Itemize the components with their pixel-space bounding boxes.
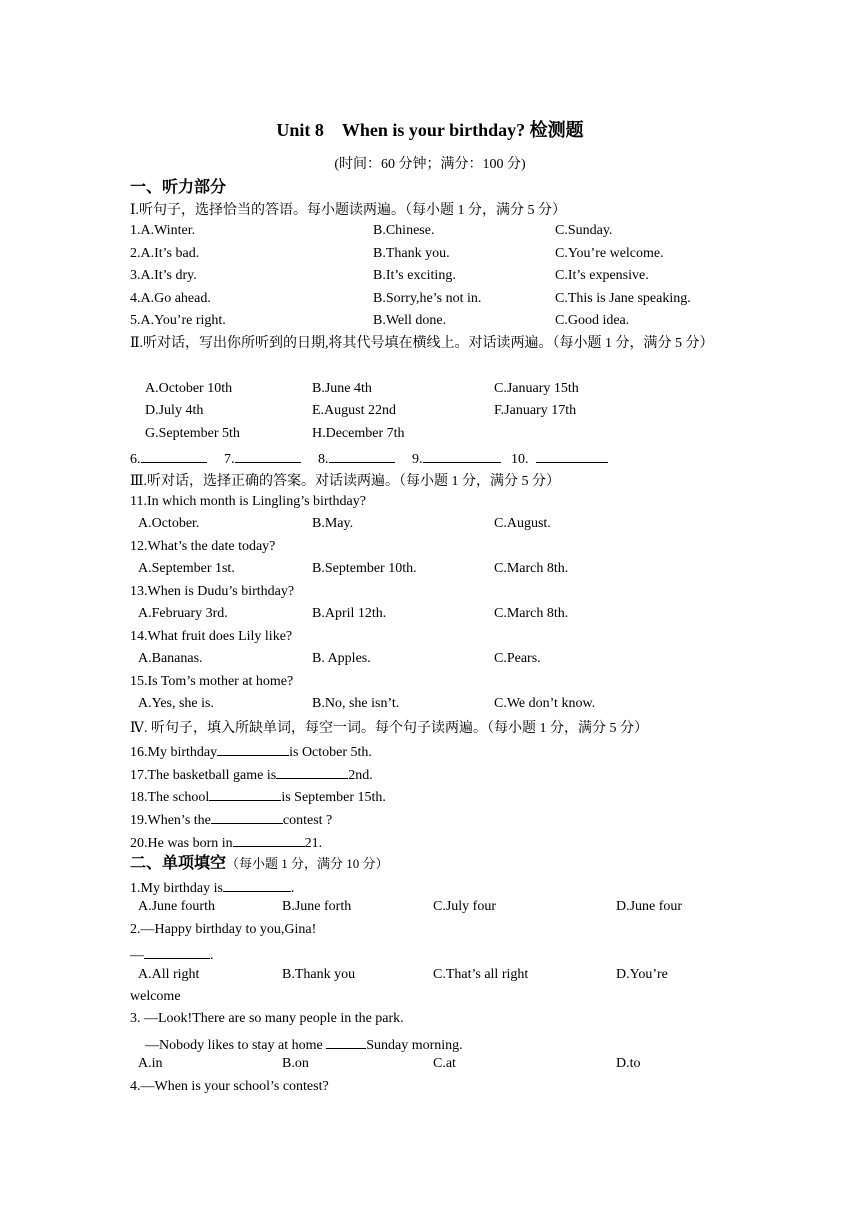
sentence-start: 16.My birthday: [130, 745, 218, 760]
option: B.Thank you: [282, 967, 356, 982]
blank-label: 7.: [224, 452, 235, 467]
blank-label: 10.: [511, 452, 529, 467]
option: D.to: [616, 1056, 641, 1071]
question: 3. —Look!There are so many people in the park.: [130, 1011, 404, 1026]
fill-sentence: [130, 809, 332, 829]
reply-start: —Nobody likes to stay at home: [145, 1038, 327, 1053]
instruction-sec3: Ⅲ.听对话，选择正确的答案。对话读两遍。（每小题 1 分，满分 5 分）: [130, 474, 560, 489]
reply-line: [145, 1034, 463, 1054]
answer-blank[interactable]: [209, 786, 281, 801]
answer-blank[interactable]: [326, 1034, 366, 1049]
date-option: E.August 22nd: [312, 403, 396, 418]
answer-blank[interactable]: [141, 448, 207, 463]
answer-blank[interactable]: [423, 448, 501, 463]
option: B.May.: [312, 516, 354, 531]
option: A.June fourth: [138, 899, 215, 914]
fill-sentence: [130, 832, 322, 852]
question-stem-end: .: [290, 881, 295, 896]
sentence-start: 19.When’s the: [130, 813, 211, 828]
fill-sentence: [130, 741, 372, 761]
answer-blank[interactable]: [536, 448, 608, 463]
instruction-sec4: Ⅳ. 听句子，填入所缺单词，每空一词。每个句子读两遍。（每小题 1 分，满分 5 分）: [130, 721, 648, 736]
option: 3.A.It’s dry.: [130, 268, 197, 283]
heading-note: （每小题 1 分，满分 10 分）: [226, 856, 389, 871]
sentence-start: 18.The school: [130, 790, 210, 805]
sentence-end: 2nd.: [348, 768, 373, 783]
option: C.Good idea.: [555, 313, 630, 328]
date-option: C.January 15th: [494, 381, 579, 396]
option: B.September 10th.: [312, 561, 417, 576]
sentence-end: 21.: [304, 836, 323, 851]
answer-blank[interactable]: [235, 448, 301, 463]
answer-blank[interactable]: [329, 448, 395, 463]
option: 1.A.Winter.: [130, 223, 196, 238]
option: B.on: [282, 1056, 309, 1071]
answer-blanks-row: [130, 448, 608, 468]
sentence-end: is September 15th.: [281, 790, 386, 805]
question: 15.Is Tom’s mother at home?: [130, 674, 294, 689]
section-heading-listening: 一、听力部分: [130, 177, 227, 196]
fill-sentence: [130, 764, 373, 784]
option: C.March 8th.: [494, 606, 569, 621]
option: A.in: [138, 1056, 163, 1071]
option: A.All right: [138, 967, 200, 982]
option: D.You’re: [616, 967, 668, 982]
option: A.October.: [138, 516, 200, 531]
date-option: F.January 17th: [494, 403, 577, 418]
exam-info: (时间：60 分钟；满分：100 分): [334, 157, 526, 172]
option: A.February 3rd.: [138, 606, 228, 621]
option: C.Sunday.: [555, 223, 613, 238]
option: B.No, she isn’t.: [312, 696, 400, 711]
option: B.Thank you.: [373, 246, 450, 261]
sentence-start: 17.The basketball game is: [130, 768, 277, 783]
option: C.at: [433, 1056, 456, 1071]
sentence-end: contest ?: [282, 813, 333, 828]
date-option: A.October 10th: [145, 381, 233, 396]
answer-blank[interactable]: [144, 944, 210, 959]
option: A.September 1st.: [138, 561, 235, 576]
option: C.It’s expensive.: [555, 268, 649, 283]
instruction-sec1: Ⅰ.听句子，选择恰当的答语。每小题读两遍。（每小题 1 分，满分 5 分）: [130, 203, 567, 218]
reply-dash: —: [130, 948, 144, 963]
option: A.Bananas.: [138, 651, 203, 666]
blank-label: 9.: [412, 452, 423, 467]
answer-blank[interactable]: [211, 809, 283, 824]
instruction-sec2: Ⅱ.听对话，写出你所听到的日期,将其代号填在横线上。对话读两遍。（每小题 1 分，满分 5 分）: [130, 336, 714, 351]
question: 2.—Happy birthday to you,Gina!: [130, 922, 317, 937]
reply-end: Sunday morning.: [366, 1038, 463, 1053]
question: 12.What’s the date today?: [130, 539, 276, 554]
date-option: D.July 4th: [145, 403, 204, 418]
answer-blank[interactable]: [276, 764, 348, 779]
date-option: G.September 5th: [145, 426, 240, 441]
question: 13.When is Dudu’s birthday?: [130, 584, 295, 599]
sentence-end: is October 5th.: [289, 745, 372, 760]
question: 11.In which month is Lingling’s birthday?: [130, 494, 366, 509]
option: C.August.: [494, 516, 551, 531]
section-heading-single-choice: [130, 850, 389, 873]
option: C.March 8th.: [494, 561, 569, 576]
option: B.Well done.: [373, 313, 447, 328]
answer-blank[interactable]: [217, 741, 289, 756]
reply-line: [130, 944, 214, 964]
option: C.July four: [433, 899, 496, 914]
option: 5.A.You’re right.: [130, 313, 226, 328]
option: C.We don’t know.: [494, 696, 596, 711]
option: A.Yes, she is.: [138, 696, 214, 711]
option: B.June forth: [282, 899, 352, 914]
option: C.You’re welcome.: [555, 246, 664, 261]
date-option: H.December 7th: [312, 426, 405, 441]
option: B.It’s exciting.: [373, 268, 456, 283]
option-continued: welcome: [130, 989, 181, 1004]
fill-sentence: [130, 786, 386, 806]
option: B.Sorry,he’s not in.: [373, 291, 482, 306]
heading-text: 二、单项填空: [130, 853, 227, 872]
page-title: Unit 8 When is your birthday? 检测题: [276, 120, 584, 140]
option: B.Chinese.: [373, 223, 435, 238]
answer-blank[interactable]: [223, 877, 291, 892]
option: D.June four: [616, 899, 683, 914]
question: 14.What fruit does Lily like?: [130, 629, 293, 644]
question-stem: 1.My birthday is: [130, 881, 223, 896]
option: 2.A.It’s bad.: [130, 246, 200, 261]
sentence-start: 20.He was born in: [130, 836, 233, 851]
blank-label: 6.: [130, 452, 141, 467]
blank-label: 8.: [318, 452, 329, 467]
question: 4.—When is your school’s contest?: [130, 1079, 329, 1094]
answer-blank[interactable]: [233, 832, 305, 847]
date-option: B.June 4th: [312, 381, 372, 396]
question: [130, 877, 294, 897]
option: C.That’s all right: [433, 967, 529, 982]
reply-end: .: [210, 948, 214, 963]
option: 4.A.Go ahead.: [130, 291, 211, 306]
option: C.This is Jane speaking.: [555, 291, 691, 306]
option: B. Apples.: [312, 651, 371, 666]
option: C.Pears.: [494, 651, 541, 666]
option: B.April 12th.: [312, 606, 387, 621]
